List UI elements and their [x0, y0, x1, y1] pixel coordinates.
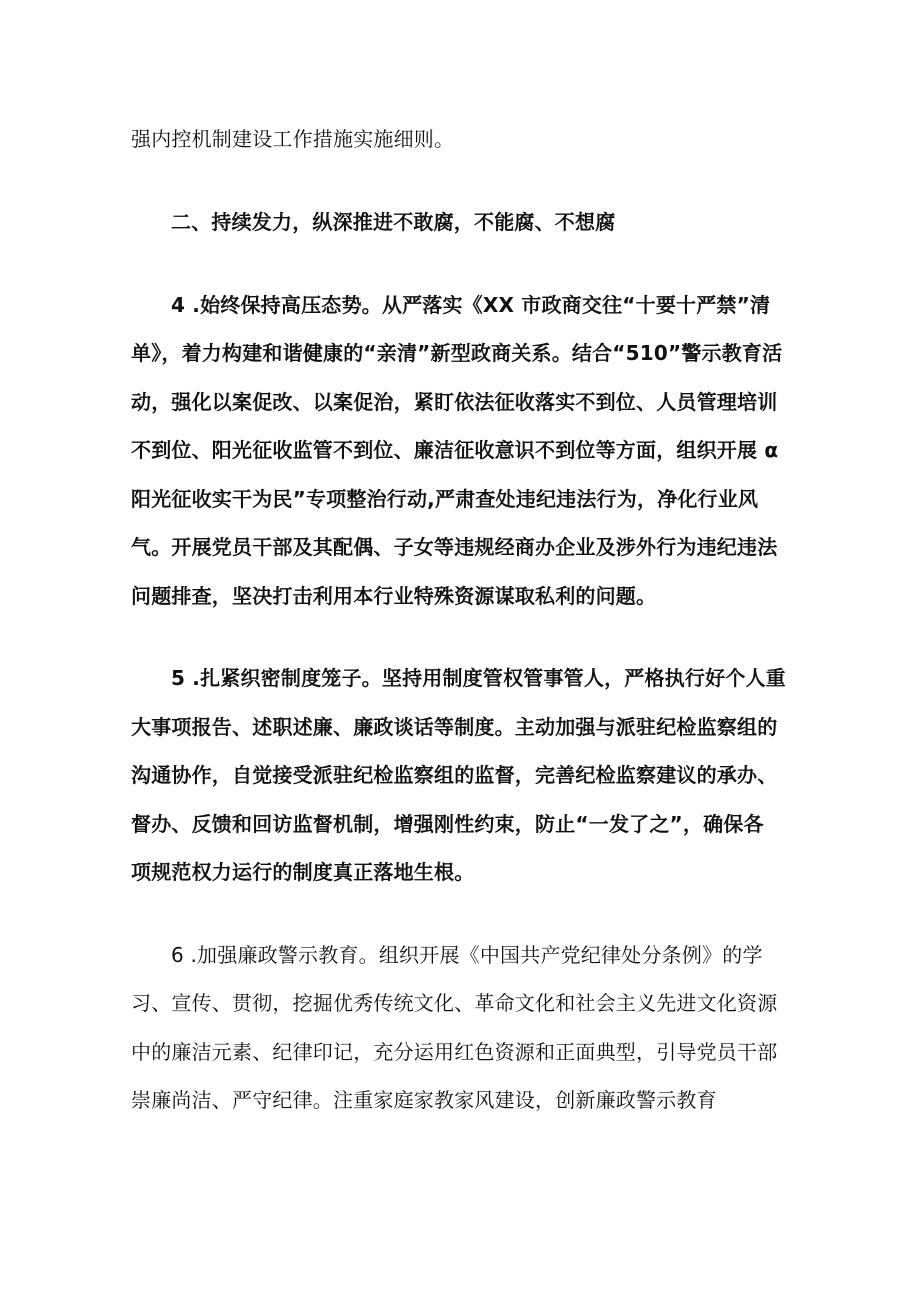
item-5-line: 大事项报告、述职述廉、廉政谈话等制度。主动加强与派驻纪检监察组的	[131, 715, 778, 739]
item-5-line: 督办、反馈和回访监督机制，增强刚性约束，防止“一发了之”，确保各	[131, 812, 764, 836]
item-4-line: 不到位、阳光征收监管不到位、廉洁征收意识不到位等方面，组织开展 α	[131, 438, 779, 462]
section-heading: 二、持续发力，纵深推进不敢腐，不能腐、不想腐	[171, 210, 616, 234]
item-6-line: 崇廉尚洁、严守纪律。注重家庭家教家风建设，创新廉政警示教育	[131, 1088, 717, 1112]
item-6-line: 中的廉洁元素、纪律印记，充分运用红色资源和正面典型，引导党员干部	[131, 1040, 778, 1064]
item-4-line: 问题排查，坚决打击利用本行业特殊资源谋取私利的问题。	[131, 584, 657, 608]
item-6-line: 6 .加强廉政警示教育。组织开展《中国共产党纪律处分条例》的学	[171, 943, 763, 967]
item-4-line: 动，强化以案促改、以案促治，紧盯依法征收落实不到位、人员管理培训	[131, 390, 778, 414]
item-5-line: 沟通协作，自觉接受派驻纪检监察组的监督，完善纪检监察建议的承办、	[131, 763, 778, 787]
item-4-line: 阳光征收实干为民”专项整治行动,严肃查处违纪违法行为，净化行业风	[131, 487, 759, 511]
item-4-line: 气。开展党员干部及其配偶、子女等违规经商办企业及涉外行为违纪违法	[131, 535, 778, 559]
item-4-line: 4 .始终保持高压态势。从严落实《XX 市政商交往“十要十严禁”清	[171, 293, 771, 317]
paragraph-line: 强内控机制建设工作措施实施细则。	[131, 127, 455, 151]
item-5-line: 5 .扎紧织密制度笼子。坚持用制度管权管事管人，严格执行好个人重	[171, 666, 786, 690]
item-5-line: 项规范权力运行的制度真正落地生根。	[131, 860, 475, 884]
item-6-line: 习、宣传、贯彻，挖掘优秀传统文化、革命文化和社会主义先进文化资源	[131, 991, 778, 1015]
item-4-line: 单》，着力构建和谐健康的“亲清”新型政商关系。结合“510”警示教育活	[131, 341, 783, 365]
